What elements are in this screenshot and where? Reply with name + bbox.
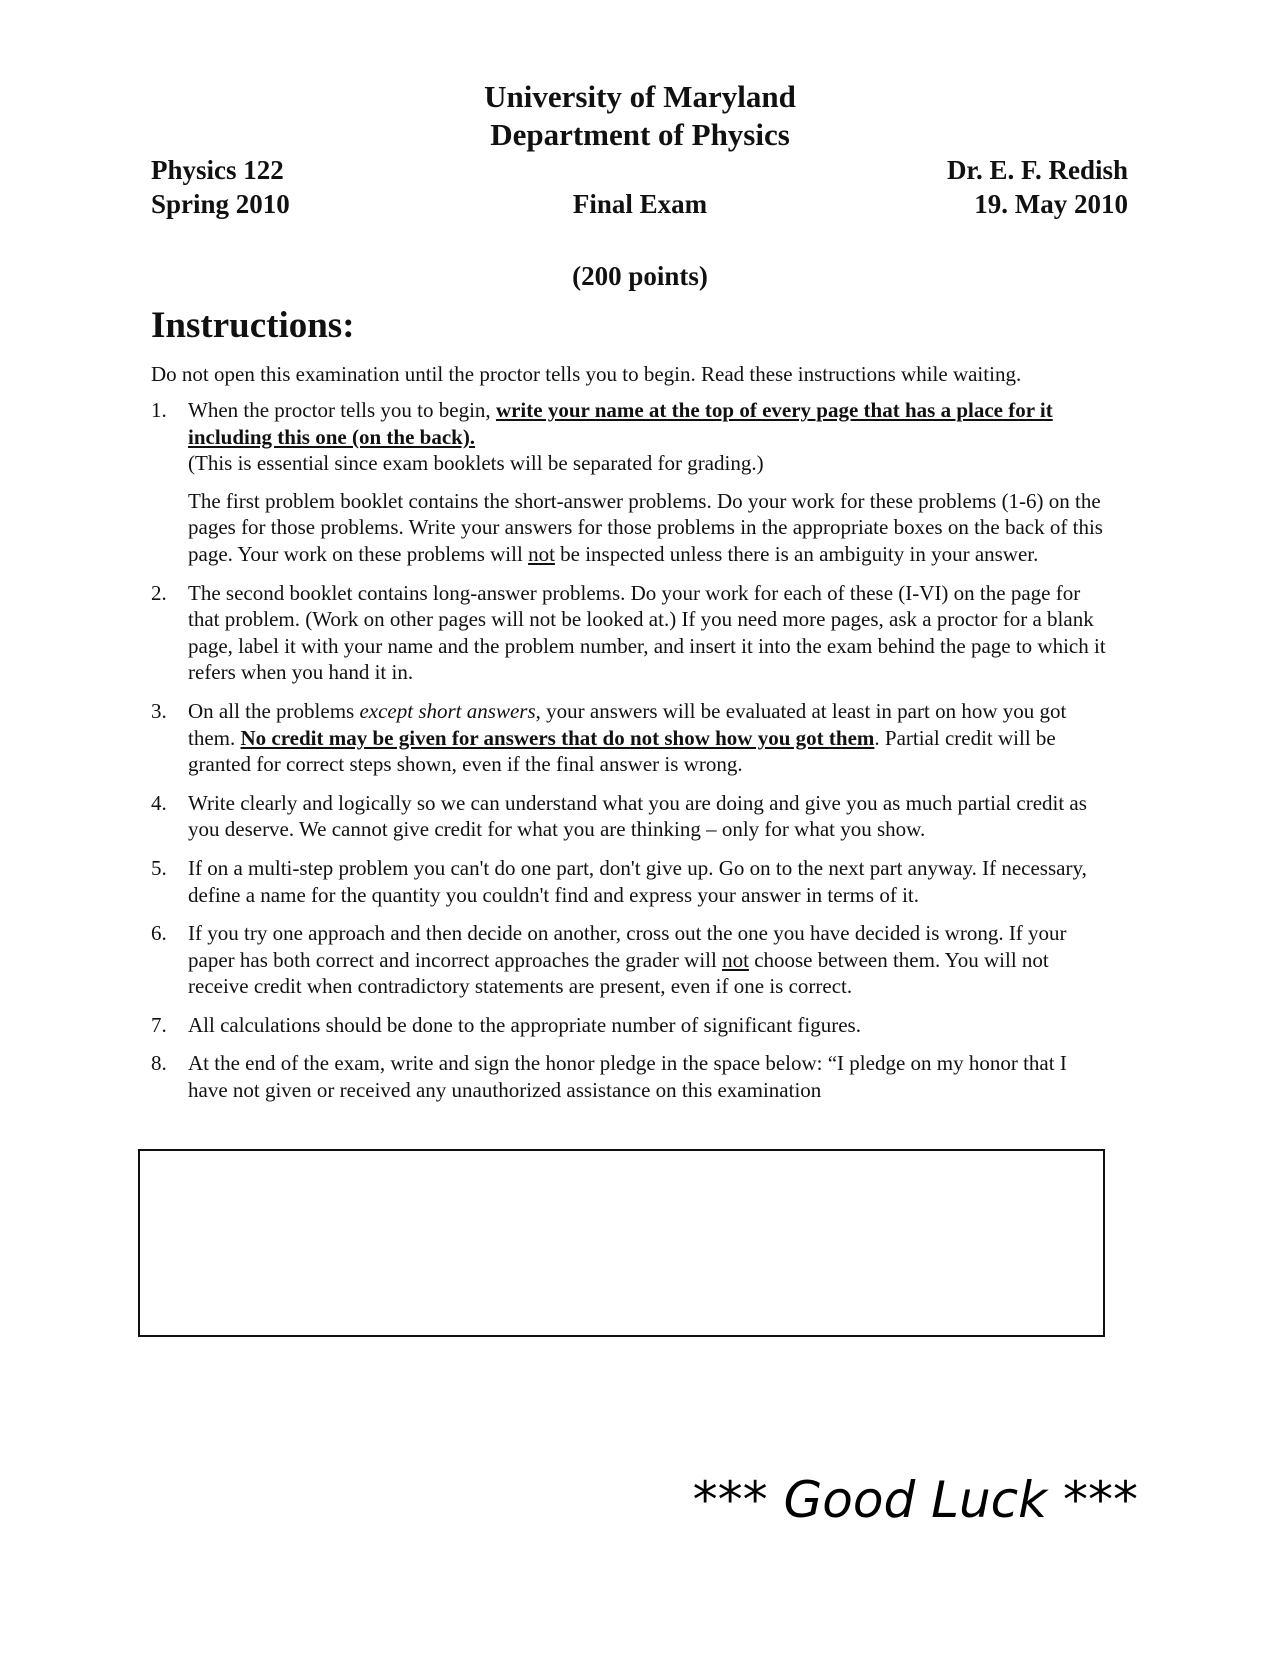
item-text: At the end of the exam, write and sign the honor pledge in the space below: “I pledge on my honor that I have not given or received any unauthorized assistance on this examination: [188, 1051, 1067, 1103]
item-number: 6.: [151, 921, 167, 946]
instruction-item-8: [151, 1050, 1111, 1103]
exam-date: 19. May 2010: [974, 189, 1128, 219]
instructor-name: Dr. E. F. Redish: [946, 155, 1128, 185]
instruction-item-7: [151, 1012, 1111, 1039]
item-underline: not: [722, 947, 749, 972]
item-text: be inspected unless there is an ambiguity in your answer.: [554, 541, 1039, 566]
item-emphasis: write your name at the top of every page that has a place for it including this one (on the back).: [188, 398, 1053, 449]
item-number: 2.: [151, 580, 167, 605]
university-name: University of Maryland: [484, 79, 796, 114]
instructions-heading: Instructions:: [151, 305, 355, 346]
instruction-item-6: [151, 920, 1111, 1000]
item-italic: except short answers: [359, 698, 536, 723]
good-luck-message: *** Good Luck ***: [692, 1471, 1138, 1529]
item-number: 4.: [151, 790, 167, 815]
item-text: On all the problems: [188, 698, 360, 723]
department-name: Department of Physics: [490, 117, 790, 152]
instruction-item-1: [151, 397, 1111, 568]
item-text: When the proctor tells you to begin,: [188, 398, 496, 422]
total-points: (200 points): [572, 261, 708, 291]
item-number: 3.: [151, 698, 167, 723]
instruction-item-5: [151, 855, 1111, 908]
item-number: 8.: [151, 1051, 167, 1076]
honor-pledge-box[interactable]: [138, 1149, 1105, 1337]
item-note: (This is essential since exam booklets will be separated for grading.): [188, 451, 764, 476]
exam-title: Final Exam: [572, 189, 708, 219]
item-text: All calculations should be done to the appropriate number of significant figures.: [188, 1012, 861, 1037]
item-underline: not: [528, 541, 555, 566]
term: Spring 2010: [151, 189, 290, 219]
instructions-list: [151, 397, 1111, 1116]
instruction-item-4: [151, 790, 1111, 843]
item-text: , your answers will be evaluated at least in part on how you got them.: [188, 698, 1067, 750]
instruction-item-3: [151, 698, 1111, 778]
item-text: The first problem booklet contains the short-answer problems. Do your work for these problems (1-6) on the pages for those problems. Write your answers for those problems in the appropriate boxes on the back of this page. Your work on these problems will: [188, 488, 1103, 566]
item-text: choose between them. You will not receive credit when contradictory statements are present, even if one is correct.: [188, 947, 1049, 999]
item-text: The second booklet contains long-answer problems. Do your work for each of these (I-VI) on the page for that problem. (Work on other pages will not be looked at.) If you need more pages, ask a proctor for a blank page, label it with your name and the problem number, and insert it into the exam behind the page to which it refers when you hand it in.: [188, 580, 1106, 685]
instructions-intro: Do not open this examination until the proctor tells you to begin. Read these instructions while waiting.: [151, 362, 1022, 386]
item-number: 5.: [151, 855, 167, 880]
item-text: Write clearly and logically so we can understand what you are doing and give you as much partial credit as you deserve. We cannot give credit for what you are thinking – only for what you show.: [188, 790, 1087, 842]
item-text: If on a multi-step problem you can't do one part, don't give up. Go on to the next part anyway. If necessary, define a name for the quantity you couldn't find and express your answer in terms of it.: [188, 855, 1087, 907]
item-text: If you try one approach and then decide on another, cross out the one you have decided is wrong. If your paper has both correct and incorrect approaches the grader will: [188, 921, 1067, 972]
item-number: 7.: [151, 1012, 167, 1037]
instruction-item-2: [151, 580, 1111, 686]
item-text: . Partial credit will be granted for correct steps shown, even if the final answer is wrong.: [188, 725, 1056, 777]
course-name: Physics 122: [151, 155, 284, 185]
item-emphasis: No credit may be given for answers that do not show how you got them: [240, 725, 875, 750]
item-number: 1.: [151, 398, 167, 422]
